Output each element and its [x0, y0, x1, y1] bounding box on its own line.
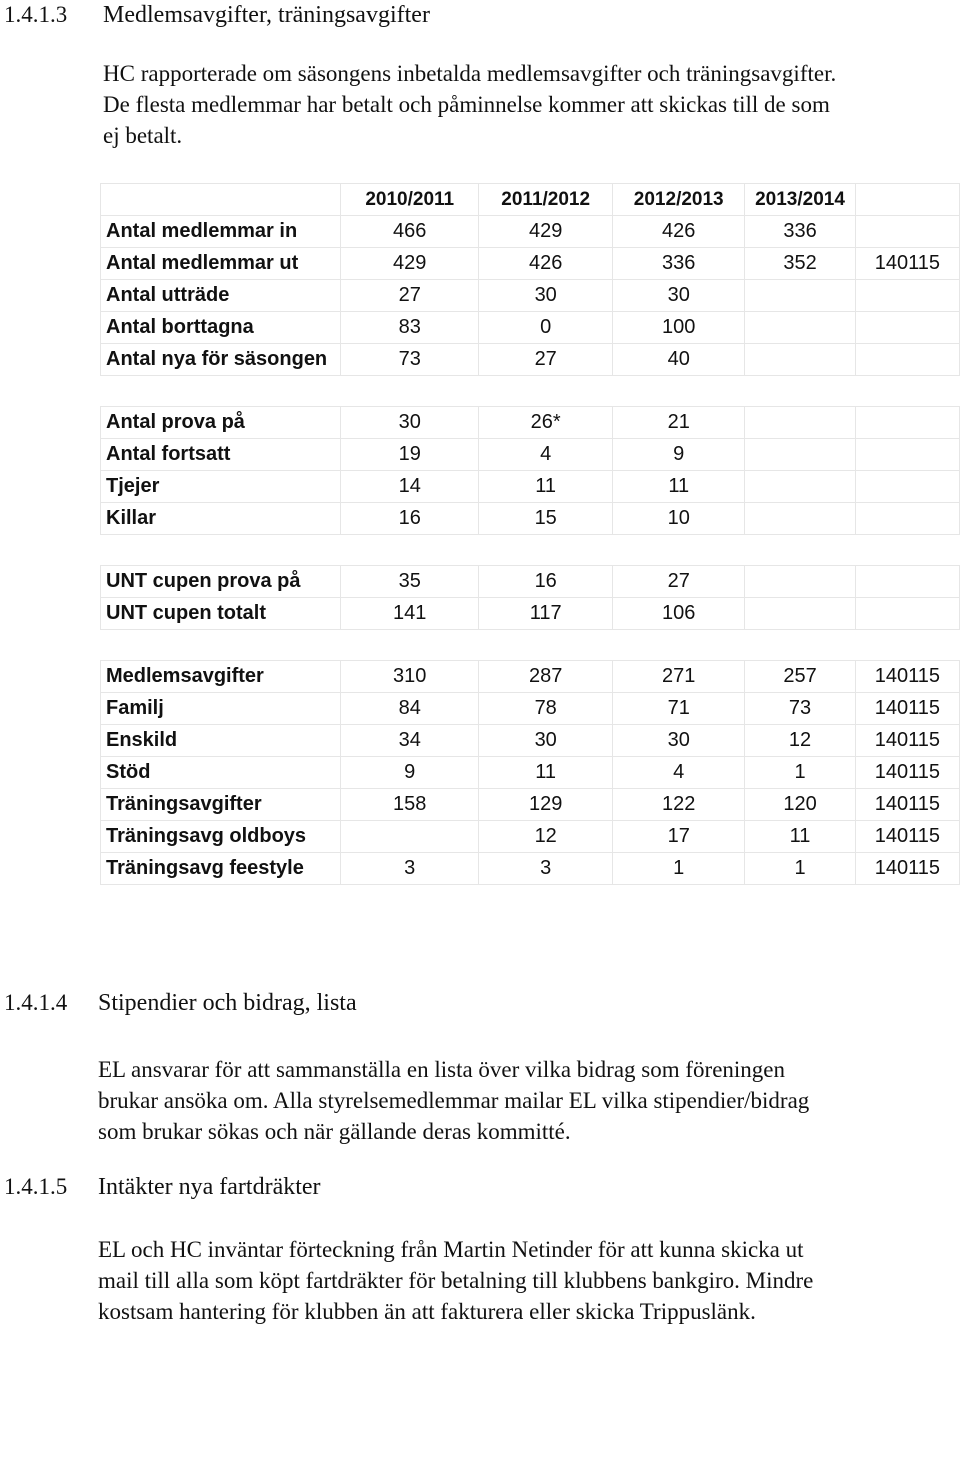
- table-cell: 9: [613, 439, 745, 471]
- section-paragraph: [98, 1234, 938, 1327]
- table-cell: 140115: [855, 693, 959, 725]
- table-row: [101, 598, 960, 630]
- statistics-table: [100, 183, 960, 885]
- table-cell: 16: [341, 503, 479, 535]
- row-label: Enskild: [101, 725, 341, 757]
- row-label: Träningsavg feestyle: [101, 853, 341, 885]
- table-spacer-row: [101, 535, 960, 566]
- section-fartdrakter: [0, 1172, 960, 1332]
- table-cell: 352: [745, 248, 856, 280]
- table-cell: [745, 344, 856, 376]
- paragraph-line: mail till alla som köpt fartdräkter för betalning till klubbens bankgiro. Mindre: [98, 1268, 814, 1293]
- table-row: [101, 661, 960, 693]
- row-label: Träningsavg oldboys: [101, 821, 341, 853]
- table-cell: 336: [613, 248, 745, 280]
- paragraph-line: kostsam hantering för klubben än att fakturera eller skicka Trippuslänk.: [98, 1299, 756, 1324]
- table-cell: [745, 503, 856, 535]
- table-cell: 271: [613, 661, 745, 693]
- table-cell: 140115: [855, 789, 959, 821]
- table-cell: 287: [479, 661, 613, 693]
- table-cell: 40: [613, 344, 745, 376]
- table-cell: 27: [341, 280, 479, 312]
- spacer-cell: [101, 535, 341, 566]
- table-spacer-row: [101, 630, 960, 661]
- spacer-cell: [341, 376, 479, 407]
- table-row: [101, 725, 960, 757]
- table-cell: 429: [479, 216, 613, 248]
- spacer-cell: [613, 376, 745, 407]
- table-cell: 257: [745, 661, 856, 693]
- spacer-cell: [855, 535, 959, 566]
- spacer-cell: [341, 630, 479, 661]
- header-cell: [101, 184, 341, 216]
- table-cell: [855, 407, 959, 439]
- table-cell: [855, 471, 959, 503]
- table-cell: 129: [479, 789, 613, 821]
- section-paragraph: [98, 1054, 938, 1147]
- table-body: [101, 216, 960, 885]
- table-row: [101, 853, 960, 885]
- table-cell: 12: [745, 725, 856, 757]
- table-row: [101, 407, 960, 439]
- spacer-cell: [341, 535, 479, 566]
- table-cell: 140115: [855, 661, 959, 693]
- table-cell: [855, 280, 959, 312]
- spacer-cell: [855, 376, 959, 407]
- table-cell: [341, 821, 479, 853]
- section-title: Intäkter nya fartdräkter: [98, 1174, 321, 1200]
- table-cell: 4: [479, 439, 613, 471]
- header-cell: 2012/2013: [613, 184, 745, 216]
- header-cell: [855, 184, 959, 216]
- paragraph-line: ej betalt.: [103, 123, 183, 148]
- table-cell: 30: [613, 725, 745, 757]
- section-medlemsavgifter: [0, 0, 960, 150]
- table-cell: [855, 344, 959, 376]
- table-cell: 106: [613, 598, 745, 630]
- row-label: Antal borttagna: [101, 312, 341, 344]
- table-cell: 30: [341, 407, 479, 439]
- paragraph-line: EL ansvarar för att sammanställa en lista över vilka bidrag som föreningen: [98, 1057, 786, 1082]
- table-cell: 1: [613, 853, 745, 885]
- table-cell: 84: [341, 693, 479, 725]
- header-cell: 2013/2014: [745, 184, 856, 216]
- spacer-cell: [613, 630, 745, 661]
- table-cell: 4: [613, 757, 745, 789]
- table-cell: [855, 566, 959, 598]
- table-cell: 336: [745, 216, 856, 248]
- paragraph-line: EL och HC inväntar förteckning från Martin Netinder för att kunna skicka ut: [98, 1237, 804, 1262]
- section-stipendier: [0, 988, 960, 1148]
- table-cell: [855, 598, 959, 630]
- table-cell: 11: [479, 757, 613, 789]
- table-cell: 35: [341, 566, 479, 598]
- table-cell: [855, 503, 959, 535]
- table-cell: 26*: [479, 407, 613, 439]
- header-cell: 2011/2012: [479, 184, 613, 216]
- table-row: [101, 344, 960, 376]
- row-label: Antal medlemmar in: [101, 216, 341, 248]
- table-cell: 27: [479, 344, 613, 376]
- row-label: Medlemsavgifter: [101, 661, 341, 693]
- table-cell: [745, 439, 856, 471]
- paragraph-line: som brukar sökas och när gällande deras kommitté.: [98, 1119, 571, 1144]
- table-cell: 117: [479, 598, 613, 630]
- table-row: [101, 439, 960, 471]
- table-cell: 120: [745, 789, 856, 821]
- table-cell: 9: [341, 757, 479, 789]
- table-header-row: [101, 184, 960, 216]
- paragraph-line: De flesta medlemmar har betalt och påminnelse kommer att skickas till de som: [103, 92, 830, 117]
- table-cell: 30: [479, 280, 613, 312]
- table-row: [101, 471, 960, 503]
- table-cell: 11: [613, 471, 745, 503]
- table-cell: [855, 216, 959, 248]
- section-paragraph: [103, 58, 943, 151]
- table-cell: 466: [341, 216, 479, 248]
- spacer-cell: [479, 376, 613, 407]
- section-number: 1.4.1.4: [4, 990, 68, 1015]
- table-cell: 11: [745, 821, 856, 853]
- table-cell: 158: [341, 789, 479, 821]
- section-number: 1.4.1.5: [4, 1174, 68, 1199]
- table-cell: 15: [479, 503, 613, 535]
- table-row: [101, 821, 960, 853]
- table-cell: 100: [613, 312, 745, 344]
- table-cell: 17: [613, 821, 745, 853]
- table-cell: 10: [613, 503, 745, 535]
- table-row: [101, 248, 960, 280]
- spacer-cell: [855, 630, 959, 661]
- table-cell: 12: [479, 821, 613, 853]
- table-cell: 140115: [855, 821, 959, 853]
- table-cell: 19: [341, 439, 479, 471]
- table-cell: [745, 407, 856, 439]
- table-cell: [745, 312, 856, 344]
- table-row: [101, 312, 960, 344]
- table-cell: 3: [479, 853, 613, 885]
- row-label: UNT cupen prova på: [101, 566, 341, 598]
- row-label: Träningsavgifter: [101, 789, 341, 821]
- spacer-cell: [745, 376, 856, 407]
- row-label: Antal fortsatt: [101, 439, 341, 471]
- table-cell: [745, 280, 856, 312]
- table-cell: 21: [613, 407, 745, 439]
- row-label: UNT cupen totalt: [101, 598, 341, 630]
- table-spacer-row: [101, 376, 960, 407]
- section-title: Stipendier och bidrag, lista: [98, 990, 357, 1016]
- table-cell: 426: [479, 248, 613, 280]
- table-cell: [745, 598, 856, 630]
- table-cell: 140115: [855, 853, 959, 885]
- table-cell: 141: [341, 598, 479, 630]
- paragraph-line: brukar ansöka om. Alla styrelsemedlemmar mailar EL vilka stipendier/bidrag: [98, 1088, 810, 1113]
- spacer-cell: [101, 630, 341, 661]
- spacer-cell: [479, 630, 613, 661]
- table-cell: 34: [341, 725, 479, 757]
- section-title: Medlemsavgifter, träningsavgifter: [103, 2, 430, 28]
- spacer-cell: [745, 630, 856, 661]
- section-number: 1.4.1.3: [4, 2, 68, 27]
- row-label: Antal prova på: [101, 407, 341, 439]
- row-label: Antal medlemmar ut: [101, 248, 341, 280]
- table-cell: [855, 312, 959, 344]
- row-label: Familj: [101, 693, 341, 725]
- table-cell: 140115: [855, 725, 959, 757]
- table-row: [101, 693, 960, 725]
- table-row: [101, 566, 960, 598]
- table-cell: 73: [341, 344, 479, 376]
- row-label: Antal nya för säsongen: [101, 344, 341, 376]
- table-cell: 30: [613, 280, 745, 312]
- table-row: [101, 280, 960, 312]
- table-cell: [855, 439, 959, 471]
- table-row: [101, 216, 960, 248]
- table-row: [101, 789, 960, 821]
- table-cell: 0: [479, 312, 613, 344]
- header-cell: 2010/2011: [341, 184, 479, 216]
- table-cell: 27: [613, 566, 745, 598]
- spacer-cell: [613, 535, 745, 566]
- table-cell: 83: [341, 312, 479, 344]
- table-cell: 1: [745, 757, 856, 789]
- table-cell: 14: [341, 471, 479, 503]
- spacer-cell: [479, 535, 613, 566]
- table-cell: 1: [745, 853, 856, 885]
- table-row: [101, 757, 960, 789]
- table-cell: 140115: [855, 248, 959, 280]
- row-label: Tjejer: [101, 471, 341, 503]
- table-cell: 78: [479, 693, 613, 725]
- row-label: Stöd: [101, 757, 341, 789]
- row-label: Killar: [101, 503, 341, 535]
- table-cell: 71: [613, 693, 745, 725]
- table-cell: 11: [479, 471, 613, 503]
- table-cell: 3: [341, 853, 479, 885]
- table-cell: 73: [745, 693, 856, 725]
- table-cell: 426: [613, 216, 745, 248]
- table-row: [101, 503, 960, 535]
- table-cell: 310: [341, 661, 479, 693]
- table-cell: 122: [613, 789, 745, 821]
- paragraph-line: HC rapporterade om säsongens inbetalda medlemsavgifter och träningsavgifter.: [103, 61, 837, 86]
- spacer-cell: [101, 376, 341, 407]
- table-cell: [745, 566, 856, 598]
- table-cell: 30: [479, 725, 613, 757]
- spacer-cell: [745, 535, 856, 566]
- table-cell: [745, 471, 856, 503]
- row-label: Antal utträde: [101, 280, 341, 312]
- table-cell: 140115: [855, 757, 959, 789]
- table-cell: 429: [341, 248, 479, 280]
- table-cell: 16: [479, 566, 613, 598]
